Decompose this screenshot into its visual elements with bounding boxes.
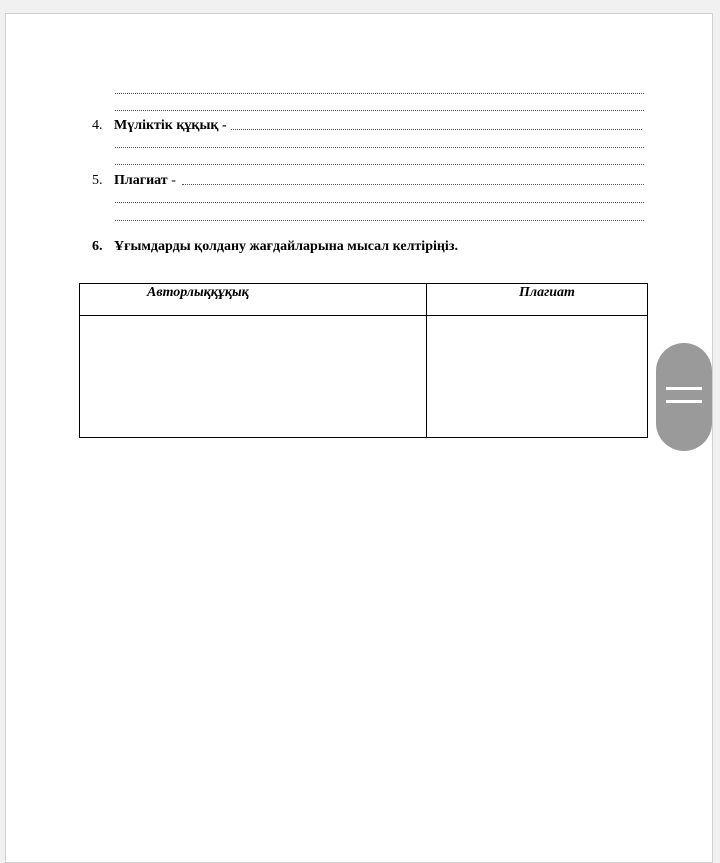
answer-line[interactable] — [231, 129, 642, 130]
question-number: 6. — [92, 239, 103, 254]
question-text: Ұғымдарды қолдану жағдайларына мысал келтіріңіз. — [114, 239, 458, 254]
answer-line[interactable] — [115, 220, 644, 221]
answer-cell-copyright[interactable] — [80, 316, 427, 438]
item-term: Мүліктік құқық - — [114, 118, 227, 133]
column-header-plagiarism: Плагиат — [427, 284, 648, 316]
definition-item-4 — [92, 118, 227, 134]
answer-line[interactable] — [115, 202, 644, 203]
definition-item-5 — [92, 173, 176, 189]
item-dash: - — [167, 173, 176, 188]
table-row — [80, 316, 648, 438]
answer-line[interactable] — [115, 147, 644, 148]
answer-line[interactable] — [182, 184, 644, 185]
answer-cell-plagiarism[interactable] — [427, 316, 648, 438]
answer-line[interactable] — [115, 164, 644, 165]
document-page — [5, 13, 713, 863]
comparison-table — [79, 283, 648, 438]
answer-line[interactable] — [115, 110, 644, 111]
question-6 — [92, 239, 458, 255]
item-term: Плагиат — [114, 173, 168, 188]
table-header-row — [80, 284, 648, 316]
scroll-handle[interactable] — [656, 343, 712, 451]
column-header-copyright: Авторлыққұқық — [80, 284, 427, 316]
item-number: 5. — [92, 173, 103, 188]
answer-line[interactable] — [115, 93, 644, 94]
item-number: 4. — [92, 118, 103, 133]
